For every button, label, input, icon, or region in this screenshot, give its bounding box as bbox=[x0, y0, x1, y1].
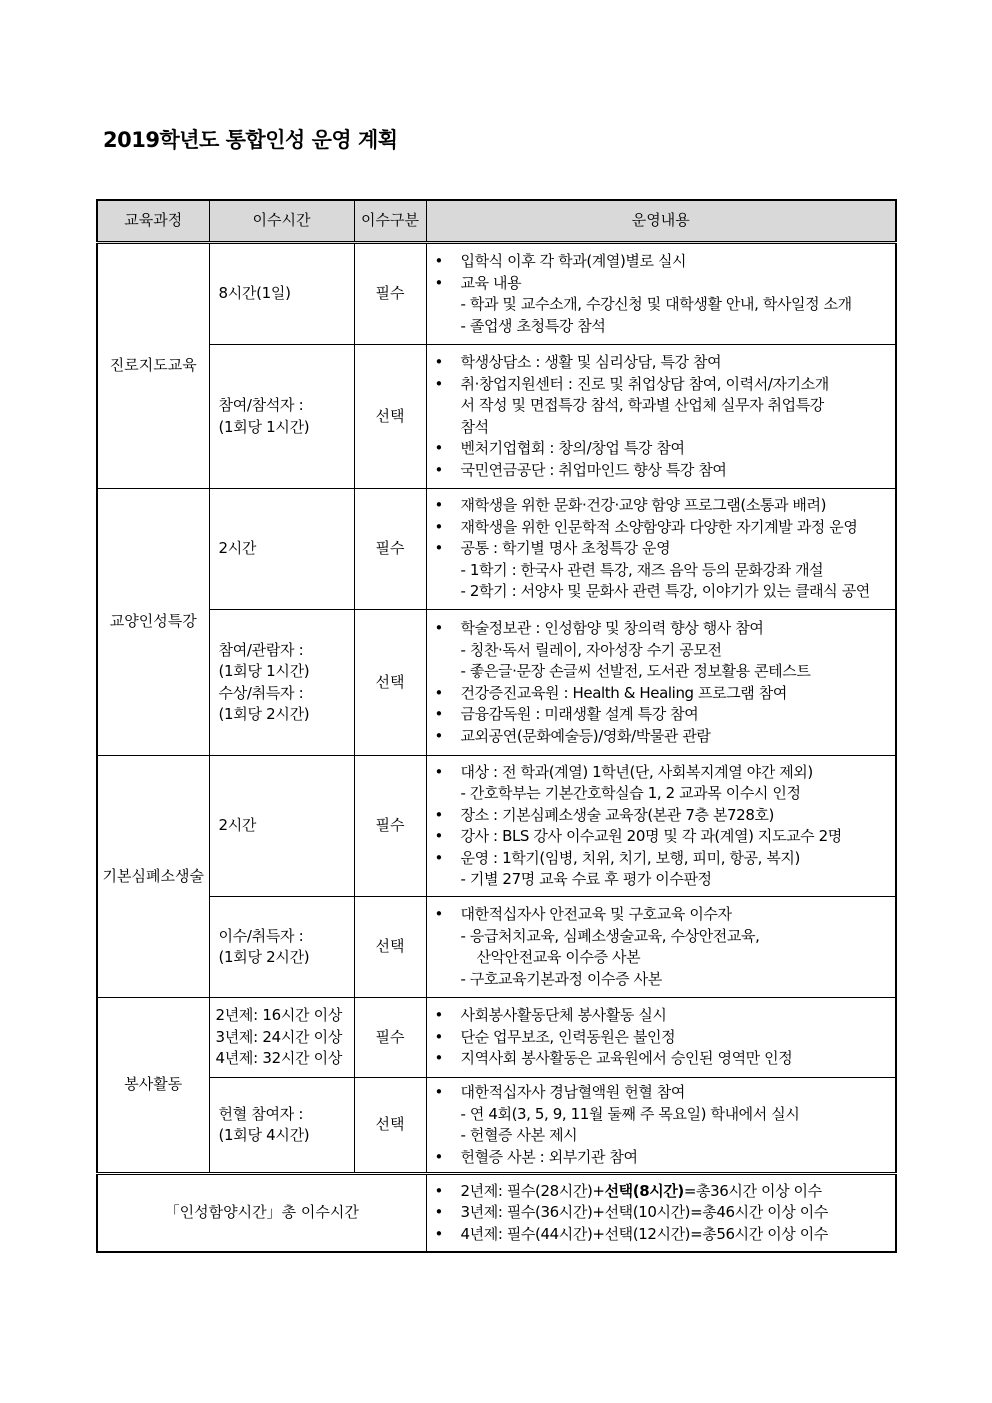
bullet-item: • 헌혈증 사본 : 외부기관 참여 bbox=[431, 1147, 892, 1169]
content-line: - 2학기 : 서양사 및 문화사 관련 특강, 이야기가 있는 클래식 공연 bbox=[460, 582, 870, 601]
content-line: - 학과 및 교수소개, 수강신청 및 대학생활 안내, 학사일정 소개 bbox=[460, 295, 852, 313]
hours-cell bbox=[209, 610, 354, 756]
hours-line: 2시간 bbox=[218, 816, 257, 835]
table-row bbox=[97, 345, 896, 489]
content-cell bbox=[426, 345, 896, 489]
hours-line: 헌혈 참여자 : bbox=[218, 1104, 304, 1123]
page-title: 2019학년도 통합인성 운영 계획 bbox=[103, 128, 398, 152]
content-line: 참석 bbox=[460, 417, 489, 436]
operation-plan-table bbox=[96, 199, 897, 1253]
hours-line: 참여/참석자 : bbox=[218, 396, 304, 414]
bullet-item: • 대한적십자사 경남혈액원 헌혈 참여 bbox=[431, 1082, 892, 1104]
hours-line: 이수/취득자 : bbox=[218, 926, 304, 945]
content-cell bbox=[426, 610, 896, 756]
bullet-item: • 장소 : 기본심폐소생술 교육장(본관 7층 본728호) bbox=[431, 805, 892, 827]
hours-cell bbox=[209, 756, 354, 897]
hours-cell bbox=[209, 489, 354, 610]
summary-label: 「인성함양시간」총 이수시간 bbox=[97, 1174, 426, 1252]
content-line: - 응급처치교육, 심폐소생술교육, 수상안전교육, bbox=[460, 926, 760, 945]
content-line: - 간호학부는 기본간호학실습 1, 2 교과목 이수시 인정 bbox=[460, 784, 801, 802]
bullet-item: • 대상 : 전 학과(계열) 1학년(단, 사회복지계열 야간 제외) bbox=[431, 762, 892, 784]
summary-item bbox=[431, 1224, 892, 1246]
summary-content bbox=[426, 1174, 896, 1252]
type-cell: 필수 bbox=[354, 489, 426, 610]
table-row bbox=[97, 243, 896, 345]
bullet-item: • 재학생을 위한 인문학적 소양함양과 다양한 자기계발 과정 운영 bbox=[431, 517, 892, 539]
hours-line: 8시간(1일) bbox=[218, 284, 291, 303]
bullet-item: • 교육 내용 bbox=[431, 273, 892, 295]
content-line: - 좋은글·문장 손글씨 선발전, 도서관 정보활용 콘테스트 bbox=[460, 662, 811, 680]
header-hours: 이수시간 bbox=[209, 200, 354, 243]
type-cell: 필수 bbox=[354, 998, 426, 1078]
content-line: - 1학기 : 한국사 관련 특강, 재즈 음악 등의 문화강좌 개설 bbox=[460, 560, 824, 579]
hours-line: 4년제: 32시간 이상 bbox=[215, 1049, 343, 1068]
content-line: 서 작성 및 면접특강 참석, 학과별 산업체 실무자 취업특강 bbox=[460, 396, 824, 414]
content-cell bbox=[426, 998, 896, 1078]
table-header-row bbox=[97, 200, 896, 243]
course-category: 기본심폐소생술 bbox=[97, 756, 209, 998]
bullet-item: • 공통 : 학기별 명사 초청특강 운영 bbox=[431, 538, 892, 560]
summary-text: 4년제: 필수(44시간)+선택(12시간)=총56시간 이상 이수 bbox=[460, 1224, 828, 1243]
summary-highlight: 선택(8시간) bbox=[604, 1181, 684, 1200]
hours-line: 참여/관람자 : bbox=[218, 640, 304, 659]
type-cell: 선택 bbox=[354, 897, 426, 998]
bullet-item: • 학술정보관 : 인성함양 및 창의력 향상 행사 참여 bbox=[431, 618, 892, 640]
content-line: - 칭찬·독서 릴레이, 자아성장 수기 공모전 bbox=[460, 640, 722, 659]
content-line: - 졸업생 초청특강 참석 bbox=[460, 316, 606, 335]
table-row bbox=[97, 998, 896, 1078]
bullet-item: • 취·창업지원센터 : 진로 및 취업상담 참여, 이력서/자기소개 bbox=[431, 374, 892, 396]
type-cell: 필수 bbox=[354, 243, 426, 345]
content-cell bbox=[426, 756, 896, 897]
hours-line: 2시간 bbox=[218, 539, 257, 558]
course-category: 봉사활동 bbox=[97, 998, 209, 1174]
hours-cell bbox=[209, 345, 354, 489]
hours-line: 수상/취득자 : bbox=[218, 683, 304, 702]
bullet-item: • 건강증진교육원 : Health & Healing 프로그램 참여 bbox=[431, 683, 892, 705]
bullet-item: • 학생상담소 : 생활 및 심리상담, 특강 참여 bbox=[431, 352, 892, 374]
header-type: 이수구분 bbox=[354, 200, 426, 243]
hours-cell bbox=[209, 897, 354, 998]
type-cell: 선택 bbox=[354, 345, 426, 489]
summary-item bbox=[431, 1202, 892, 1224]
bullet-item: • 지역사회 봉사활동은 교육원에서 승인된 영역만 인정 bbox=[431, 1048, 892, 1070]
type-cell: 선택 bbox=[354, 610, 426, 756]
summary-row bbox=[97, 1174, 896, 1252]
bullet-item: • 벤처기업협회 : 창의/창업 특강 참여 bbox=[431, 438, 892, 460]
hours-line: 3년제: 24시간 이상 bbox=[215, 1027, 343, 1046]
bullet-item: • 교외공연(문화예술등)/영화/박물관 관람 bbox=[431, 726, 892, 748]
table-row bbox=[97, 1078, 896, 1174]
content-cell bbox=[426, 243, 896, 345]
header-course: 교육과정 bbox=[97, 200, 209, 243]
bullet-item: • 입학식 이후 각 학과(계열)별로 실시 bbox=[431, 251, 892, 273]
summary-text: 3년제: 필수(36시간)+선택(10시간)=총46시간 이상 이수 bbox=[460, 1203, 828, 1221]
content-line: - 연 4회(3, 5, 9, 11월 둘째 주 목요일) 학내에서 실시 bbox=[460, 1104, 800, 1123]
type-cell: 선택 bbox=[354, 1078, 426, 1174]
hours-line: (1회당 1시간) bbox=[218, 417, 310, 436]
content-line: - 기별 27명 교육 수료 후 평가 이수판정 bbox=[460, 870, 712, 888]
content-line: 산악안전교육 이수증 사본 bbox=[476, 948, 641, 966]
header-content: 운영내용 bbox=[426, 200, 896, 243]
content-cell bbox=[426, 897, 896, 998]
hours-line: (1회당 2시간) bbox=[218, 705, 310, 723]
hours-cell bbox=[209, 998, 354, 1078]
course-category: 교양인성특강 bbox=[97, 489, 209, 756]
bullet-item: • 운영 : 1학기(임병, 치위, 치기, 보행, 피미, 항공, 복지) bbox=[431, 848, 892, 870]
hours-line: 2년제: 16시간 이상 bbox=[215, 1006, 343, 1025]
table-body bbox=[97, 243, 896, 1252]
content-cell bbox=[426, 1078, 896, 1174]
table-row bbox=[97, 489, 896, 610]
bullet-item: • 금융감독원 : 미래생활 설계 특강 참여 bbox=[431, 704, 892, 726]
hours-cell bbox=[209, 243, 354, 345]
summary-text-tail: =총36시간 이상 이수 bbox=[683, 1181, 822, 1200]
hours-cell bbox=[209, 1078, 354, 1174]
table-row bbox=[97, 610, 896, 756]
bullet-item: • 대한적십자사 안전교육 및 구호교육 이수자 bbox=[431, 904, 892, 926]
summary-text: 2년제: 필수(28시간)+ bbox=[460, 1181, 605, 1200]
hours-line: (1회당 4시간) bbox=[218, 1126, 310, 1144]
summary-item bbox=[431, 1181, 892, 1203]
content-cell bbox=[426, 489, 896, 610]
bullet-item: • 사회봉사활동단체 봉사활동 실시 bbox=[431, 1005, 892, 1027]
type-cell: 필수 bbox=[354, 756, 426, 897]
table-row bbox=[97, 756, 896, 897]
content-line: - 헌혈증 사본 제시 bbox=[460, 1126, 578, 1144]
hours-line: (1회당 1시간) bbox=[218, 662, 310, 680]
bullet-item: • 강사 : BLS 강사 이수교원 20명 및 각 과(계열) 지도교수 2명 bbox=[431, 826, 892, 848]
content-line: - 구호교육기본과정 이수증 사본 bbox=[460, 969, 662, 988]
bullet-item: • 재학생을 위한 문화·건강·교양 함양 프로그램(소통과 배려) bbox=[431, 495, 892, 517]
bullet-item: • 국민연금공단 : 취업마인드 향상 특강 참여 bbox=[431, 460, 892, 482]
table-row bbox=[97, 897, 896, 998]
bullet-item: • 단순 업무보조, 인력동원은 불인정 bbox=[431, 1027, 892, 1049]
hours-line: (1회당 2시간) bbox=[218, 948, 310, 966]
course-category: 진로지도교육 bbox=[97, 243, 209, 489]
